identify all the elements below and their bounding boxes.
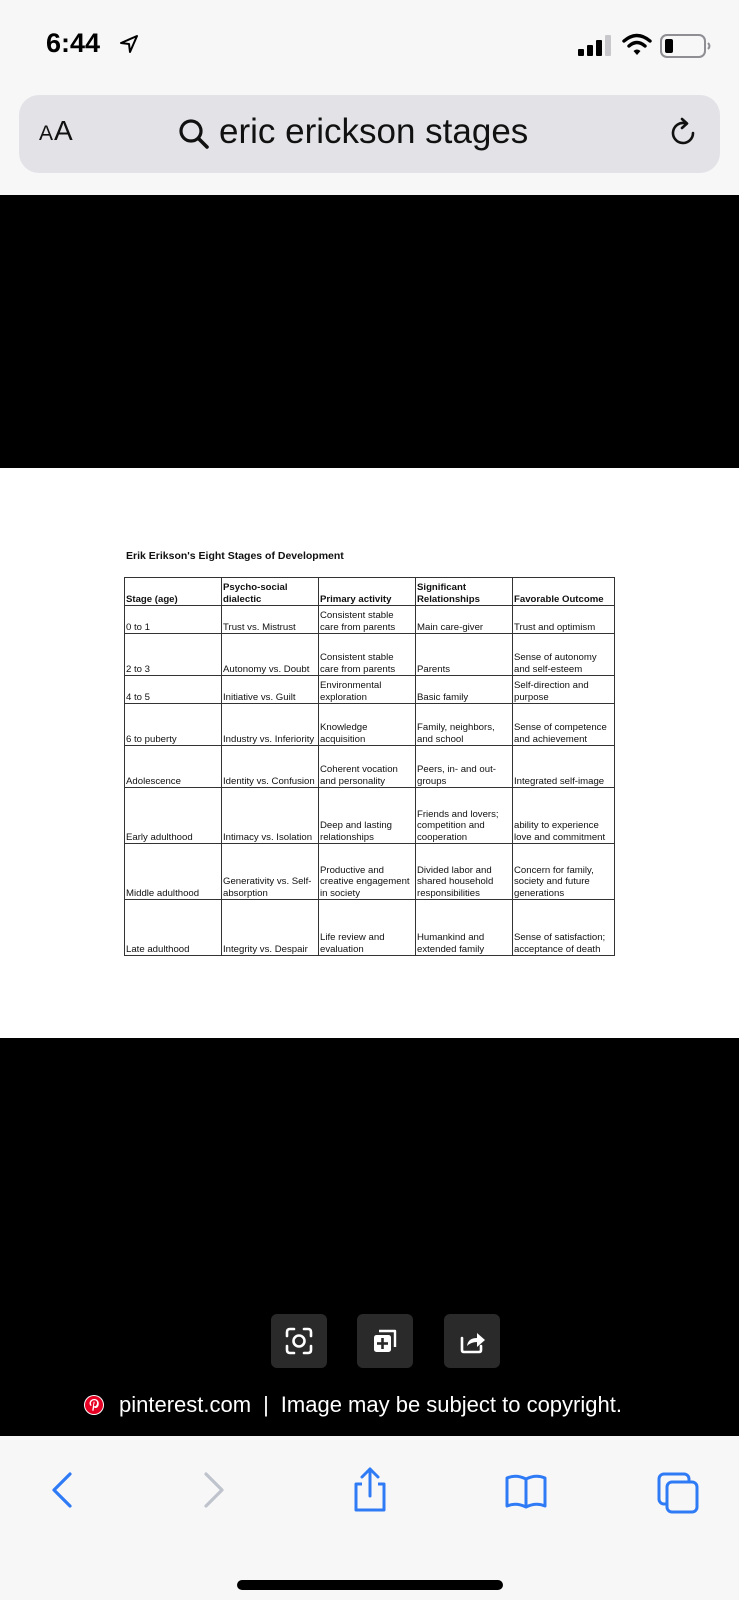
cell: Trust vs. Mistrust (222, 606, 319, 634)
table-title: Erik Erikson's Eight Stages of Development (126, 550, 344, 562)
browser-toolbar (0, 1436, 739, 1600)
cell: Knowledge acquisition (319, 704, 416, 746)
cell: Concern for family, society and future generations (513, 844, 615, 900)
share-image-button[interactable] (444, 1314, 500, 1368)
header-relationships: Significant Relationships (416, 578, 513, 606)
address-text[interactable]: eric erickson stages (219, 112, 529, 151)
cell: Generativity vs. Self-absorption (222, 844, 319, 900)
browser-address-area (0, 92, 739, 195)
cell: Self-direction and purpose (513, 676, 615, 704)
cell: Basic family (416, 676, 513, 704)
table-row (125, 606, 615, 634)
status-bar (0, 0, 739, 92)
cell: Trust and optimism (513, 606, 615, 634)
table-row (125, 676, 615, 704)
cell: Adolescence (125, 746, 222, 788)
wifi-icon (622, 33, 652, 57)
status-time: 6:44 (46, 28, 101, 58)
table-row (125, 746, 615, 788)
cell: 2 to 3 (125, 634, 222, 676)
cell: Parents (416, 634, 513, 676)
cell: Industry vs. Inferiority (222, 704, 319, 746)
cell: ability to experience love and commitment (513, 788, 615, 844)
cell: Productive and creative engagement in society (319, 844, 416, 900)
preview-image[interactable] (0, 468, 739, 1038)
cell: Sense of satisfaction; acceptance of death (513, 900, 615, 956)
bookmarks-icon[interactable] (504, 1466, 548, 1514)
visual-lookup-button[interactable] (271, 1314, 327, 1368)
cell: Life review and evaluation (319, 900, 416, 956)
table-header-row (125, 578, 615, 606)
scan-icon (284, 1326, 314, 1356)
header-dialectic: Psycho-social dialectic (222, 578, 319, 606)
cell: Main care-giver (416, 606, 513, 634)
image-source-line (83, 1390, 622, 1420)
back-chevron-icon[interactable] (40, 1466, 84, 1514)
cell: Middle adulthood (125, 844, 222, 900)
cell: 6 to puberty (125, 704, 222, 746)
cell: 4 to 5 (125, 676, 222, 704)
cell: Late adulthood (125, 900, 222, 956)
header-outcome: Favorable Outcome (513, 578, 615, 606)
cell: Sense of competence and achievement (513, 704, 615, 746)
copyright-notice: Image may be subject to copyright. (280, 1392, 622, 1417)
cell: Consistent stable care from parents (319, 634, 416, 676)
reload-icon[interactable] (665, 115, 701, 151)
cell: Coherent vocation and personality (319, 746, 416, 788)
add-to-photos-button[interactable] (357, 1314, 413, 1368)
cell: Sense of autonomy and self-esteem (513, 634, 615, 676)
table-row (125, 634, 615, 676)
cell: Intimacy vs. Isolation (222, 788, 319, 844)
cell: Divided labor and shared household responsibilities (416, 844, 513, 900)
cell: Integrity vs. Despair (222, 900, 319, 956)
table-row (125, 788, 615, 844)
table-row (125, 900, 615, 956)
cell: Family, neighbors, and school (416, 704, 513, 746)
home-indicator (237, 1580, 503, 1590)
search-icon (177, 117, 211, 151)
cell: Environmental exploration (319, 676, 416, 704)
table-row (125, 704, 615, 746)
cell: Early adulthood (125, 788, 222, 844)
cell: Integrated self-image (513, 746, 615, 788)
cell: Identity vs. Confusion (222, 746, 319, 788)
header-activity: Primary activity (319, 578, 416, 606)
address-bar[interactable] (19, 95, 720, 173)
pinterest-logo-icon (83, 1394, 105, 1416)
forward-chevron-icon[interactable] (192, 1466, 236, 1514)
cell: Autonomy vs. Doubt (222, 634, 319, 676)
text-size-button[interactable]: AA (39, 115, 74, 146)
source-domain[interactable]: pinterest.com (119, 1392, 252, 1417)
battery-icon (660, 34, 712, 58)
cell: Initiative vs. Guilt (222, 676, 319, 704)
cellular-signal-icon (578, 34, 614, 56)
add-copy-icon (370, 1326, 400, 1356)
tabs-icon[interactable] (656, 1466, 700, 1514)
cell: Humankind and extended family (416, 900, 513, 956)
share-arrow-icon (457, 1326, 487, 1356)
table-row (125, 844, 615, 900)
cell: Peers, in- and out-groups (416, 746, 513, 788)
cell: Friends and lovers; competition and cooperation (416, 788, 513, 844)
cell: 0 to 1 (125, 606, 222, 634)
location-arrow-icon (119, 34, 139, 54)
share-icon[interactable] (348, 1466, 392, 1514)
cell: Consistent stable care from parents (319, 606, 416, 634)
cell: Deep and lasting relationships (319, 788, 416, 844)
source-separator: | (263, 1392, 269, 1417)
stages-table (124, 577, 615, 956)
header-stage: Stage (age) (125, 578, 222, 606)
